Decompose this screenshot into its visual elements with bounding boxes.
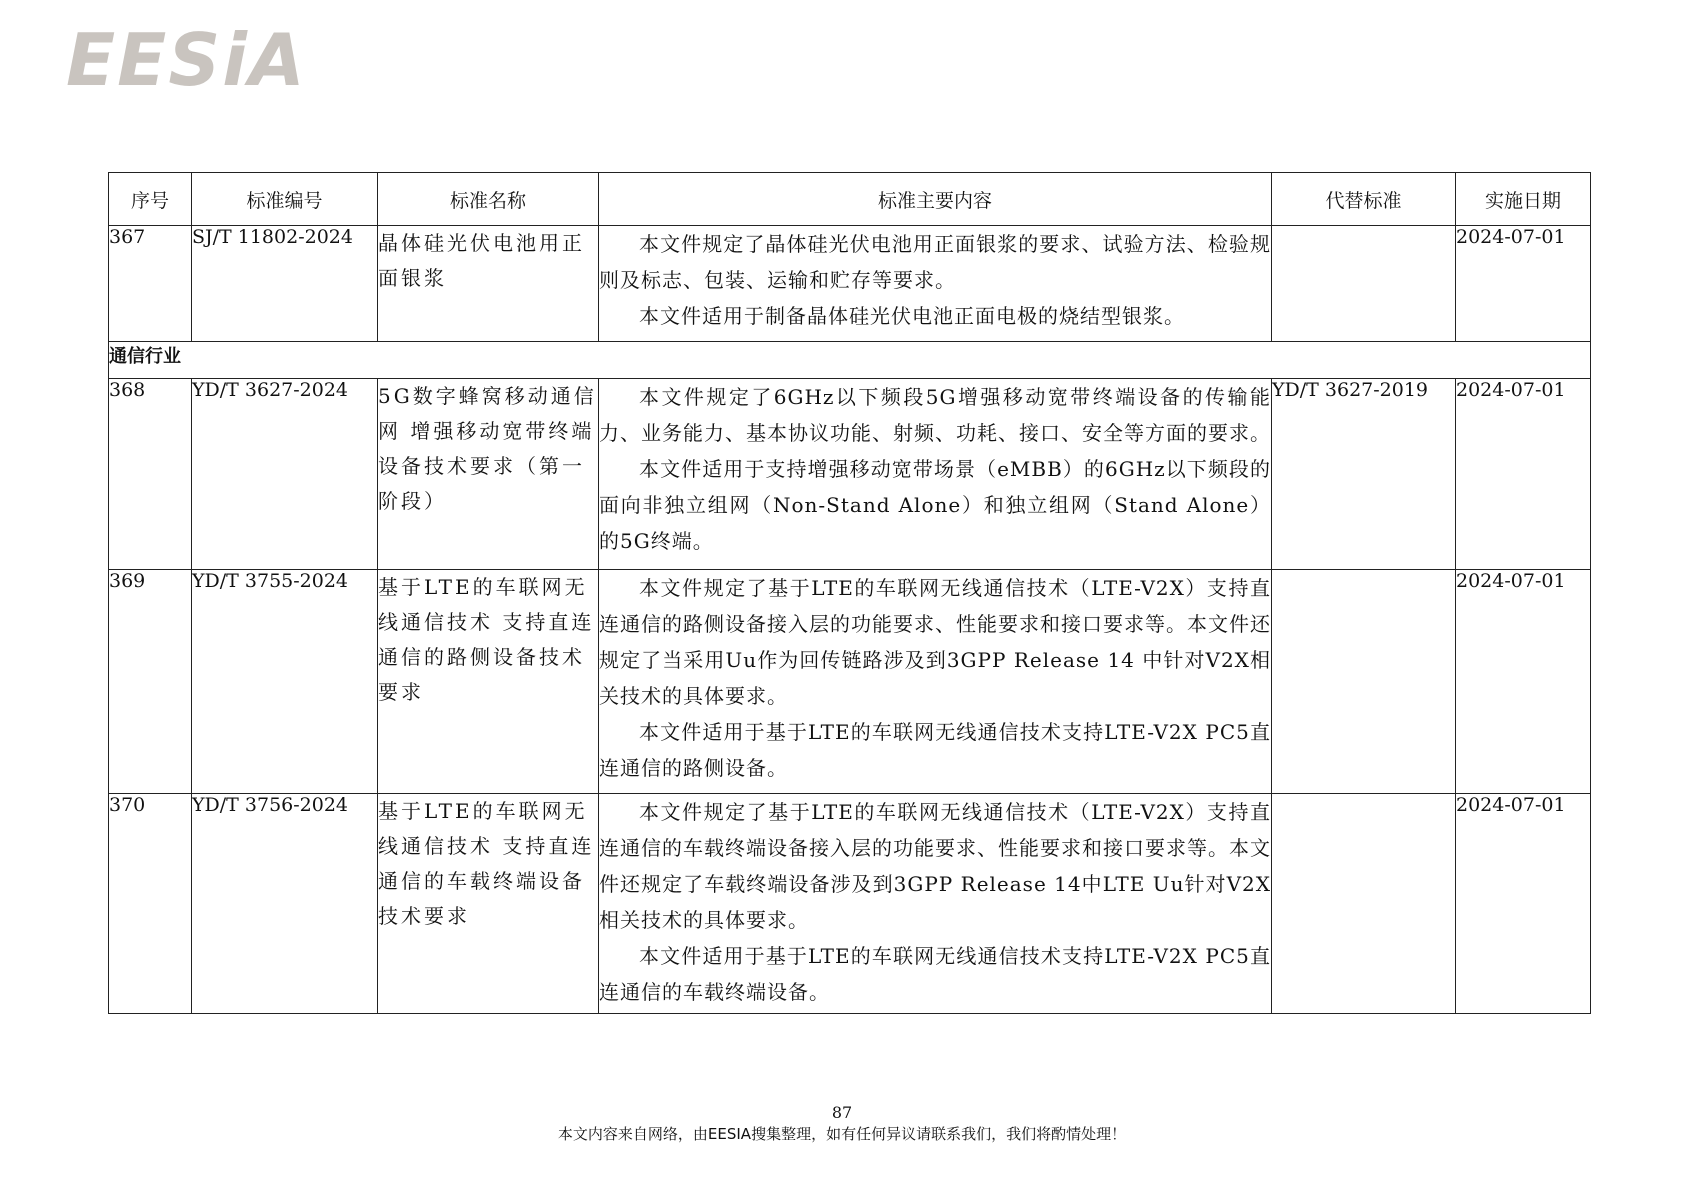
row-replace bbox=[1272, 794, 1456, 1014]
header-code: 标准编号 bbox=[192, 173, 378, 226]
row-code: YD/T 3756-2024 bbox=[192, 794, 378, 1014]
row-code: YD/T 3627-2024 bbox=[192, 379, 378, 570]
row-seq: 369 bbox=[109, 570, 192, 794]
header-date: 实施日期 bbox=[1456, 173, 1591, 226]
content-paragraph: 本文件规定了基于LTE的车联网无线通信技术（LTE-V2X）支持直连通信的车载终端设备接入层的功能要求、性能要求和接口要求等。本文件还规定了车载终端设备涉及到3GPP Release 14中LTE Uu针对V2X相关技术的具体要求。 bbox=[599, 800, 1271, 932]
row-seq: 370 bbox=[109, 794, 192, 1014]
row-replace bbox=[1272, 226, 1456, 342]
row-content bbox=[599, 379, 1272, 570]
content-paragraph: 本文件适用于基于LTE的车联网无线通信技术支持LTE-V2X PC5直连通信的车载终端设备。 bbox=[599, 944, 1271, 1004]
content-paragraph: 本文件适用于基于LTE的车联网无线通信技术支持LTE-V2X PC5直连通信的路侧设备。 bbox=[599, 720, 1271, 780]
content-paragraph: 本文件规定了6GHz以下频段5G增强移动宽带终端设备的传输能力、业务能力、基本协议功能、射频、功耗、接口、安全等方面的要求。 bbox=[599, 385, 1271, 445]
row-date: 2024-07-01 bbox=[1456, 570, 1591, 794]
row-date: 2024-07-01 bbox=[1456, 379, 1591, 570]
row-seq: 368 bbox=[109, 379, 192, 570]
row-name: 基于LTE的车联网无线通信技术 支持直连通信的路侧设备技术要求 bbox=[378, 570, 599, 794]
content-paragraph: 本文件规定了晶体硅光伏电池用正面银浆的要求、试验方法、检验规则及标志、包装、运输和贮存等要求。 bbox=[599, 232, 1271, 292]
content-paragraph: 本文件规定了基于LTE的车联网无线通信技术（LTE-V2X）支持直连通信的路侧设备接入层的功能要求、性能要求和接口要求等。本文件还规定了当采用Uu作为回传链路涉及到3GPP Release 14 中针对V2X相关技术的具体要求。 bbox=[599, 576, 1271, 708]
header-seq: 序号 bbox=[109, 173, 192, 226]
header-content: 标准主要内容 bbox=[599, 173, 1272, 226]
row-content bbox=[599, 226, 1272, 342]
header-name: 标准名称 bbox=[378, 173, 599, 226]
row-code: SJ/T 11802-2024 bbox=[192, 226, 378, 342]
section-row bbox=[109, 342, 1591, 379]
row-name: 5G数字蜂窝移动通信网 增强移动宽带终端设备技术要求（第一阶段） bbox=[378, 379, 599, 570]
row-replace: YD/T 3627-2019 bbox=[1272, 379, 1456, 570]
table-header-row bbox=[109, 173, 1591, 226]
table-row bbox=[109, 570, 1591, 794]
row-date: 2024-07-01 bbox=[1456, 226, 1591, 342]
eesia-logo: EESiA bbox=[66, 18, 307, 102]
row-name: 晶体硅光伏电池用正面银浆 bbox=[378, 226, 599, 342]
table-row bbox=[109, 794, 1591, 1014]
table-row bbox=[109, 226, 1591, 342]
row-replace bbox=[1272, 570, 1456, 794]
footer-notice: 本文内容来自网络，由EESIA搜集整理，如有任何异议请联系我们，我们将酌情处理！ bbox=[557, 1125, 1127, 1143]
row-date: 2024-07-01 bbox=[1456, 794, 1591, 1014]
page-number: 87 bbox=[831, 1103, 853, 1122]
content-paragraph: 本文件适用于制备晶体硅光伏电池正面电极的烧结型银浆。 bbox=[639, 304, 1185, 328]
content-paragraph: 本文件适用于支持增强移动宽带场景（eMBB）的6GHz以下频段的面向非独立组网（Non-Stand Alone）和独立组网（Stand Alone）的5G终端。 bbox=[599, 457, 1271, 553]
row-name: 基于LTE的车联网无线通信技术 支持直连通信的车载终端设备技术要求 bbox=[378, 794, 599, 1014]
row-code: YD/T 3755-2024 bbox=[192, 570, 378, 794]
header-replace: 代替标准 bbox=[1272, 173, 1456, 226]
table-row bbox=[109, 379, 1591, 570]
standards-table bbox=[108, 172, 1591, 1014]
row-seq: 367 bbox=[109, 226, 192, 342]
row-content bbox=[599, 570, 1272, 794]
section-title: 通信行业 bbox=[109, 342, 1591, 379]
row-content bbox=[599, 794, 1272, 1014]
